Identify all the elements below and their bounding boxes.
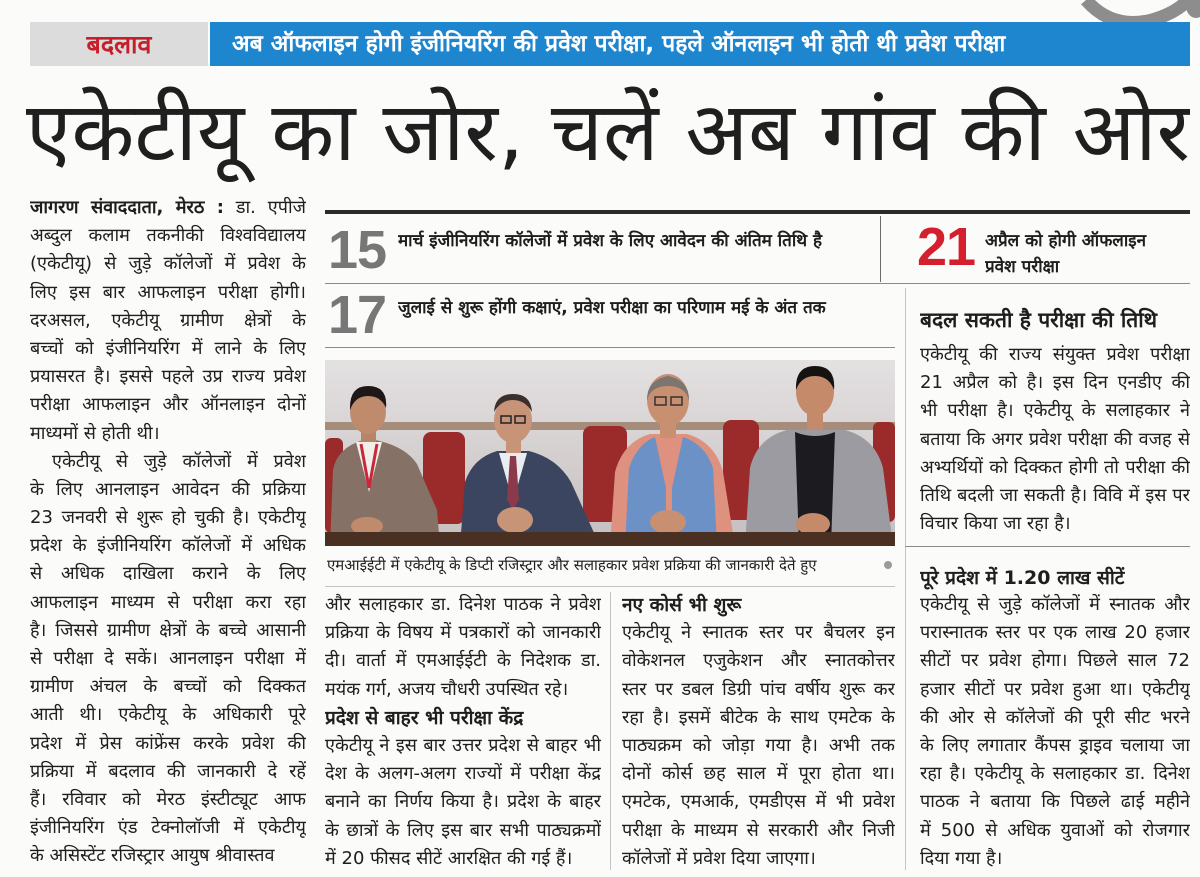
text-line xyxy=(920,591,1190,619)
text-line-content: प्रक्रिया के विषय में पत्रकारों को जानकारी xyxy=(325,622,601,644)
stats-bottom-rule xyxy=(325,347,895,348)
text-line-content: ग्रामीण अंचल के बच्चों को दिक्कत xyxy=(30,676,306,698)
stat-text-2-line-1-content: अप्रैल को होगी ऑफलाइन xyxy=(985,231,1147,251)
text-line-content: हजार सीटों पर प्रवेश हुआ था। एकेटीयू xyxy=(920,678,1190,700)
text-line-content: की ओर से कॉलेजों की पूरी सीट भरने xyxy=(920,706,1190,728)
text-line-content: प्रक्रिया में बदलाव की जानकारी दे रहें xyxy=(30,760,306,782)
text-line-content: है। जिससे ग्रामीण क्षेत्रों के बच्चे आसानी xyxy=(30,619,306,641)
text-line xyxy=(920,397,1190,425)
stat-text-3-line: जुलाई से शुरू होंगी कक्षाएं, प्रवेश परीक्षा का परिणाम मई के अंत तक xyxy=(398,298,826,318)
paragraph-new-courses xyxy=(622,619,895,873)
text-line xyxy=(920,732,1190,760)
text-line-content: के असिस्टेंट रजिस्ट्रार आयुष श्रीवास्तव xyxy=(30,845,275,867)
stat-number-1: 15 xyxy=(328,220,387,280)
text-line-content: के लिए आनलाइन आवेदन की प्रक्रिया xyxy=(30,478,306,500)
text-line-content: बच्चों को इंजीनियरिंग में लाने के लिए xyxy=(30,337,306,359)
text-line-content: 23 जनवरी से शुरू हो चुकी है। एकेटीयू xyxy=(30,507,306,529)
subhead-seats-text: पूरे प्रदेश में 1.20 लाख सीटें xyxy=(920,567,1125,589)
person-3-hands xyxy=(650,510,686,534)
text-line-content: में 20 फीसद सीटें आरक्षित की गई हैं। xyxy=(325,847,573,869)
text-line xyxy=(325,788,601,816)
text-line-content: रहा है। इसमें बीटेक के साथ एमटेक के xyxy=(622,706,895,728)
middle-column-1 xyxy=(325,591,601,873)
text-line xyxy=(325,760,601,788)
text-line-content: तिथि बदली जा सकती है। विवि में इस पर xyxy=(920,484,1190,506)
text-line-content: मयंक गर्ग, अजय चौधरी उपस्थित रहे। xyxy=(325,678,569,700)
text-line-content: कॉलेजों में प्रवेश दिया जाएगा। xyxy=(622,847,816,869)
text-line xyxy=(30,560,306,588)
subhead-exam-centres xyxy=(325,704,601,732)
section-tag xyxy=(30,22,208,66)
text-line-content: आती थी। एकेटीयू के अधिकारी पूरे xyxy=(30,704,306,726)
text-line xyxy=(622,704,895,732)
text-line-content: के लिए लगातार कैंपस ड्राइव चलाया जा xyxy=(920,734,1190,756)
paragraph-seats xyxy=(920,591,1190,873)
text-line xyxy=(920,482,1190,510)
text-line-content: देश के अलग-अलग राज्यों में परीक्षा केंद्र xyxy=(325,763,601,785)
text-line-content: दी। वार्ता में एमआईईटी के निदेशक डा. xyxy=(325,650,601,672)
text-line xyxy=(920,369,1190,397)
paragraph-exam-date xyxy=(920,341,1190,538)
corner-curl-blob xyxy=(1186,0,1200,18)
left-column xyxy=(30,194,306,871)
text-line xyxy=(30,842,306,870)
subhead-seats xyxy=(920,561,1190,595)
text-line xyxy=(30,420,306,448)
section-tag-label: बदलाव xyxy=(86,30,152,59)
text-line xyxy=(30,307,306,335)
text-line xyxy=(30,758,306,786)
text-line-content: अब्दुल कलाम तकनीकी विश्वविद्यालय xyxy=(30,225,306,247)
text-line-content: और सलाहकार डा. दिनेश पाठक ने प्रवेश xyxy=(325,594,601,615)
text-line xyxy=(920,510,1190,538)
text-line-content: परीक्षा के माध्यम से सरकारी और निजी xyxy=(622,819,895,841)
text-line xyxy=(30,701,306,729)
text-line xyxy=(920,817,1190,845)
text-line-content: से अधिक दाखिला कराने के लिए xyxy=(30,563,306,585)
text-line-content: बनाने का निर्णय किया है। प्रदेश के बाहर xyxy=(325,791,601,813)
stat-text-2-line-1 xyxy=(985,228,1185,254)
stat-text-1-line: मार्च इंजीनियरिंग कॉलेजों में प्रवेश के लिए आवेदन की अंतिम तिथि है xyxy=(398,231,823,251)
headline xyxy=(26,80,1190,186)
text-line-content: से परीक्षा दे सकें। आनलाइन परीक्षा में xyxy=(30,648,306,669)
text-line xyxy=(30,335,306,363)
paragraph-2 xyxy=(30,448,306,871)
text-line-content: हैं। रविवार को मेरठ इंस्टीट्यूट आफ xyxy=(30,788,306,810)
text-line xyxy=(920,676,1190,704)
text-line-content: परीक्षा आफलाइन और ऑनलाइन दोनों xyxy=(30,394,306,416)
text-line xyxy=(920,845,1190,873)
text-line xyxy=(30,786,306,814)
text-line-content: एकेटीयू की राज्य संयुक्त प्रवेश परीक्षा xyxy=(920,344,1190,365)
stats-top-rule xyxy=(325,210,1190,214)
text-line xyxy=(622,845,895,873)
column-separator xyxy=(905,288,906,870)
text-line-content: एमटेक, एमआर्क, एमडीएस में भी प्रवेश xyxy=(622,791,895,813)
text-line-content: एकेटीयू ने इस बार उत्तर प्रदेश से बाहर भी xyxy=(325,734,601,756)
text-line-content: में 500 से अधिक युवाओं को रोजगार xyxy=(920,819,1190,841)
text-line-content: अभ्यर्थियों को दिक्कत होगी तो परीक्षा की xyxy=(920,456,1190,478)
photo-caption xyxy=(327,553,879,577)
text-line xyxy=(920,647,1190,675)
stat-number-3: 17 xyxy=(328,285,387,345)
stat-number-2: 21 xyxy=(917,217,976,277)
text-line-content: स्तर पर डबल डिग्री पांच वर्षीय शुरू कर xyxy=(622,678,895,700)
text-line xyxy=(30,730,306,758)
text-line xyxy=(622,788,895,816)
text-line xyxy=(30,504,306,532)
subhead-new-courses xyxy=(622,591,895,619)
text-line xyxy=(30,814,306,842)
text-line xyxy=(325,817,601,845)
text-line xyxy=(622,817,895,845)
text-line-content: दिया गया है। xyxy=(920,847,1003,869)
text-line-content: दोनों कोर्स छह साल में पूरा होता था। xyxy=(622,763,895,785)
text-line-content: आफलाइन माध्यम से परीक्षा करा रहा xyxy=(30,591,306,613)
text-line xyxy=(325,732,601,760)
text-line xyxy=(325,845,601,873)
text-line-content: प्रदेश के इंजीनियरिंग कॉलेजों में अधिक xyxy=(30,535,306,557)
paragraph-1 xyxy=(30,222,306,448)
strapline-bar xyxy=(210,22,1190,66)
text-line xyxy=(325,591,601,619)
table-edge xyxy=(325,532,895,546)
text-line xyxy=(920,704,1190,732)
text-line xyxy=(920,788,1190,816)
text-line xyxy=(30,222,306,250)
corner-curl-stroke xyxy=(1086,0,1188,23)
text-line-content: बताया कि अगर प्रवेश परीक्षा की वजह से xyxy=(920,428,1190,450)
stats-middle-rule xyxy=(325,283,1190,284)
press-conference-photo xyxy=(325,360,895,546)
text-line xyxy=(622,760,895,788)
text-line xyxy=(920,341,1190,369)
text-line-content: (एकेटीयू) से जुड़े कॉलेजों में प्रवेश के xyxy=(30,253,306,275)
dateline: जागरण संवाददाता, मेरठ : xyxy=(30,197,224,218)
text-line xyxy=(30,476,306,504)
text-line xyxy=(920,619,1190,647)
text-line xyxy=(30,279,306,307)
text-line xyxy=(622,676,895,704)
subhead-exam-centres-text: प्रदेश से बाहर भी परीक्षा केंद्र xyxy=(325,706,524,729)
column-separator xyxy=(610,592,611,870)
text-line-content: प्रदेश में प्रेस कांफ्रेंस करके प्रवेश की xyxy=(30,732,306,754)
text-line-content: इंजीनियरिंग एंड टेक्नोलॉजी में एकेटीयू xyxy=(30,817,306,839)
text-line xyxy=(325,676,601,704)
text-line-content: एकेटीयू से जुड़े कॉलेजों में स्नातक और xyxy=(920,594,1190,615)
text-line-content: वोकेशनल एजुकेशन और स्नातकोत्तर xyxy=(622,650,895,672)
text-line xyxy=(30,391,306,419)
paragraph-continuation xyxy=(325,591,601,704)
text-line xyxy=(622,732,895,760)
stats-divider-vertical xyxy=(880,216,881,282)
dateline-line xyxy=(30,194,306,222)
text-line xyxy=(30,645,306,673)
text-line-content: पाठक ने बताया कि पिछले ढाई महीने xyxy=(920,791,1190,813)
text-line xyxy=(30,617,306,645)
stat-text-1 xyxy=(398,228,870,254)
text-line-content: एकेटीयू से जुड़े कॉलेजों में प्रवेश xyxy=(52,450,306,472)
text-line-content: लिए इस बार आफलाइन परीक्षा होगी। xyxy=(30,281,306,303)
stat-text-2-line-2 xyxy=(985,254,1185,280)
caption-bottom-rule xyxy=(325,586,895,587)
subhead-exam-date xyxy=(920,303,1190,337)
stat-text-2-line-2-content: प्रवेश परीक्षा xyxy=(985,257,1060,277)
dateline-line-content xyxy=(30,194,306,222)
text-line xyxy=(30,673,306,701)
person-2-hands xyxy=(497,507,533,533)
stat-text-3 xyxy=(398,295,878,321)
text-line xyxy=(622,619,895,647)
text-line xyxy=(622,647,895,675)
dateline-continuation: डा. एपीजे xyxy=(235,197,306,218)
strapline-text: अब ऑफलाइन होगी इंजीनियरिंग की प्रवेश परीक्षा, पहले ऑनलाइन भी होती थी प्रवेश परीक्षा xyxy=(232,31,1006,57)
text-line xyxy=(30,250,306,278)
text-line-content: सीटों पर प्रवेश होगा। पिछले साल 72 xyxy=(920,650,1190,672)
caption-bullet-icon xyxy=(884,561,892,569)
text-line-content: 21 अप्रैल को है। इस दिन एनडीए की xyxy=(920,372,1190,394)
text-line xyxy=(52,448,306,476)
text-line-content: रहा है। एकेटीयू के सलाहकार डा. दिनेश xyxy=(920,763,1190,785)
text-line xyxy=(920,454,1190,482)
text-line-content: भी परीक्षा है। एकेटीयू के सलाहकार ने xyxy=(920,400,1190,422)
text-line xyxy=(920,426,1190,454)
photo-caption-text: एमआईईटी में एकेटीयू के डिप्टी रजिस्ट्रार और सलाहकार प्रवेश प्रक्रिया की जानकारी देते हुए xyxy=(327,556,817,574)
person-4-hands xyxy=(796,513,830,535)
text-line xyxy=(920,760,1190,788)
text-line-content: पाठ्यक्रम को जोड़ा गया है। अभी तक xyxy=(622,734,895,756)
middle-column-2 xyxy=(622,591,895,873)
text-line-content: विचार किया जा रहा है। xyxy=(920,513,1071,535)
text-line-content: दरअसल, एकेटीयू ग्रामीण क्षेत्रों के xyxy=(30,309,306,331)
subhead-exam-date-text: बदल सकती है परीक्षा की तिथि xyxy=(920,308,1158,332)
text-line xyxy=(325,619,601,647)
right-column-rule xyxy=(905,546,1190,547)
subhead-new-courses-text: नए कोर्स भी शुरू xyxy=(622,594,742,616)
text-line xyxy=(30,532,306,560)
text-line xyxy=(325,647,601,675)
text-line-content: माध्यमों से होती थी। xyxy=(30,422,160,444)
text-line-content: के छात्रों के लिए इस बार सभी पाठ्यक्रमों xyxy=(325,819,601,841)
headline-text: एकेटीयू का जोर, चलें अब गांव की ओर xyxy=(26,85,1190,180)
text-line-content: परास्नातक स्तर पर एक लाख 20 हजार xyxy=(920,622,1190,644)
text-line xyxy=(30,363,306,391)
text-line-content: एकेटीयू ने स्नातक स्तर पर बैचलर इन xyxy=(622,622,895,644)
text-line-content: प्रयासरत है। इससे पहले उप्र राज्य प्रवेश xyxy=(30,366,306,388)
text-line xyxy=(30,589,306,617)
paragraph-exam-centres xyxy=(325,732,601,873)
